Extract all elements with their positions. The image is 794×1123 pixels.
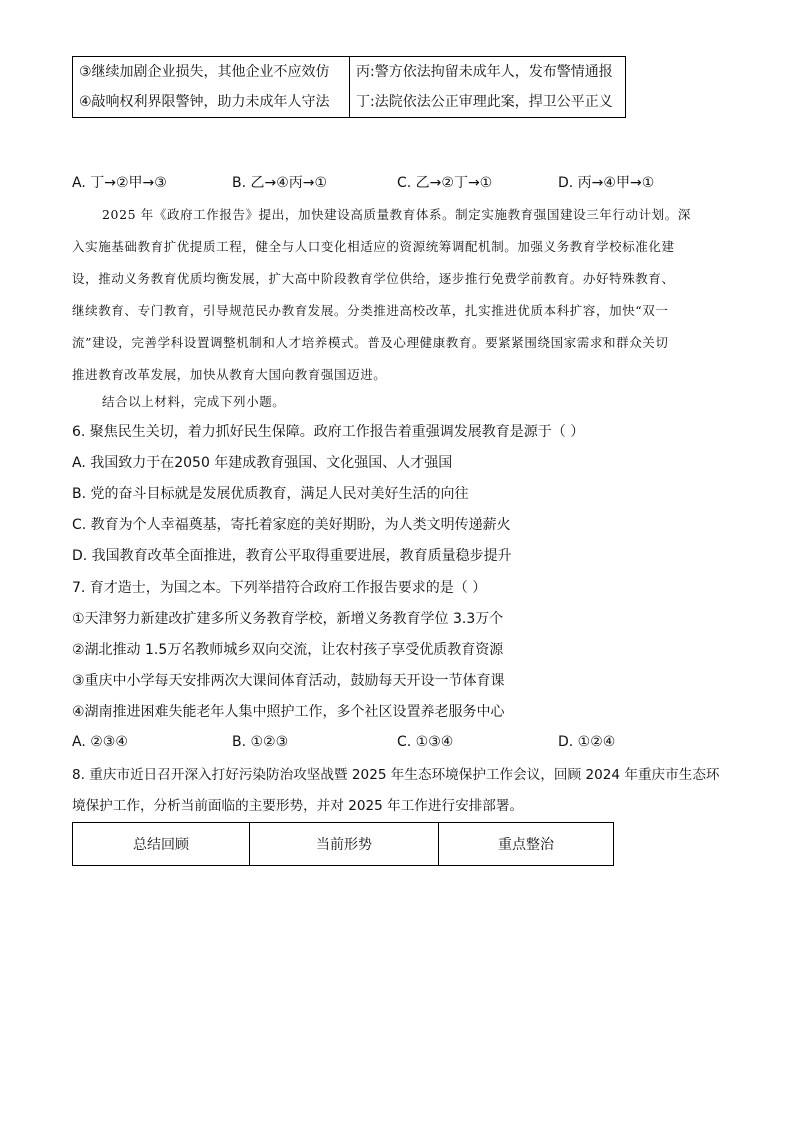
q7-option-c: C. ①③④ xyxy=(397,734,454,750)
q7-option-b: B. ①②③ xyxy=(232,734,289,750)
table-row xyxy=(73,57,626,118)
q6-stem: 6. 聚焦民生关切，着力抓好民生保障。政府工作报告着重强调发展教育是源于（ ） xyxy=(72,424,585,440)
q5-option-b: B. 乙→④丙→① xyxy=(232,175,328,191)
q8-stem-line: 8. 重庆市近日召开深入打好污染防治攻坚战暨 2025 年生态环境保护工作会议，回顾 2024 年重庆市生态环 xyxy=(72,767,720,783)
q7-item-2: ②湖北推动 1.5万名教师城乡双向交流，让农村孩子享受优质教育资源 xyxy=(72,642,504,658)
table-cell xyxy=(73,57,350,118)
instruction: 结合以上材料，完成下列小题。 xyxy=(102,394,286,409)
material-line: 入实施基础教育扩优提质工程，健全与人口变化相适应的资源统筹调配机制。加强义务教育学校标准化建 xyxy=(72,239,675,254)
table-header: 当前形势 xyxy=(250,823,439,866)
left-item: ④敲响权利界限警钟，助力未成年人守法 xyxy=(79,94,330,110)
material-paragraph xyxy=(72,199,732,391)
q5-option-d: D. 丙→④甲→① xyxy=(558,175,655,191)
q6-option-d: D. 我国教育改革全面推进，教育公平取得重要进展，教育质量稳步提升 xyxy=(72,548,512,564)
material-line: 2025 年《政府工作报告》提出，加快建设高质量教育体系。制定实施教育强国建设三年行动计划。深 xyxy=(102,207,691,222)
q7-item-3: ③重庆中小学每天安排两次大课间体育活动，鼓励每天开设一节体育课 xyxy=(72,673,505,689)
q7-option-d: D. ①②④ xyxy=(558,734,616,750)
q6-option-b: B. 党的奋斗目标就是发展优质教育，满足人民对美好生活的向往 xyxy=(72,486,469,502)
q6-option-a: A. 我国致力于在2050 年建成教育强国、文化强国、人才强国 xyxy=(72,455,453,471)
table-header: 重点整治 xyxy=(439,823,614,866)
material-line: 流”建设，完善学科设置调整机制和人才培养模式。普及心理健康教育。要紧紧围绕国家需求和群众关切 xyxy=(72,335,669,350)
q5-option-a: A. 丁→②甲→③ xyxy=(72,175,167,191)
q7-stem: 7. 育才造士，为国之本。下列举措符合政府工作报告要求的是（ ） xyxy=(72,580,487,596)
right-item: 丙:警方依法拘留未成年人，发布警情通报 xyxy=(356,64,613,80)
material-line: 继续教育、专门教育，引导规范民办教育发展。分类推进高校改革，扎实推进优质本科扩容，加快“双一 xyxy=(72,303,669,318)
material-line: 设，推动义务教育优质均衡发展，扩大高中阶段教育学位供给，逐步推行免费学前教育。办好特殊教育、 xyxy=(72,271,675,286)
q7-option-a: A. ②③④ xyxy=(72,734,128,750)
q8-stem-line: 境保护工作，分析当前面临的主要形势，并对 2025 年工作进行安排部署。 xyxy=(72,798,524,814)
q7-item-1: ①天津努力新建改扩建多所义务教育学校，新增义务教育学位 3.3万个 xyxy=(72,611,504,627)
q6-option-c: C. 教育为个人幸福奠基，寄托着家庭的美好期盼，为人类文明传递薪火 xyxy=(72,517,511,533)
right-item: 丁:法院依法公正审理此案，捍卫公平正义 xyxy=(356,94,613,110)
matching-table xyxy=(72,56,626,118)
table-row xyxy=(73,823,614,866)
q5-option-c: C. 乙→②丁→① xyxy=(397,175,493,191)
material-line: 推进教育改革发展，加快从教育大国向教育强国迈进。 xyxy=(72,367,387,382)
table-cell xyxy=(350,57,626,118)
q7-item-4: ④湖南推进困难失能老年人集中照护工作，多个社区设置养老服务中心 xyxy=(72,704,505,720)
table-header: 总结回顾 xyxy=(73,823,250,866)
left-item: ③继续加剧企业损失，其他企业不应效仿 xyxy=(79,64,330,80)
q8-table xyxy=(72,822,614,866)
